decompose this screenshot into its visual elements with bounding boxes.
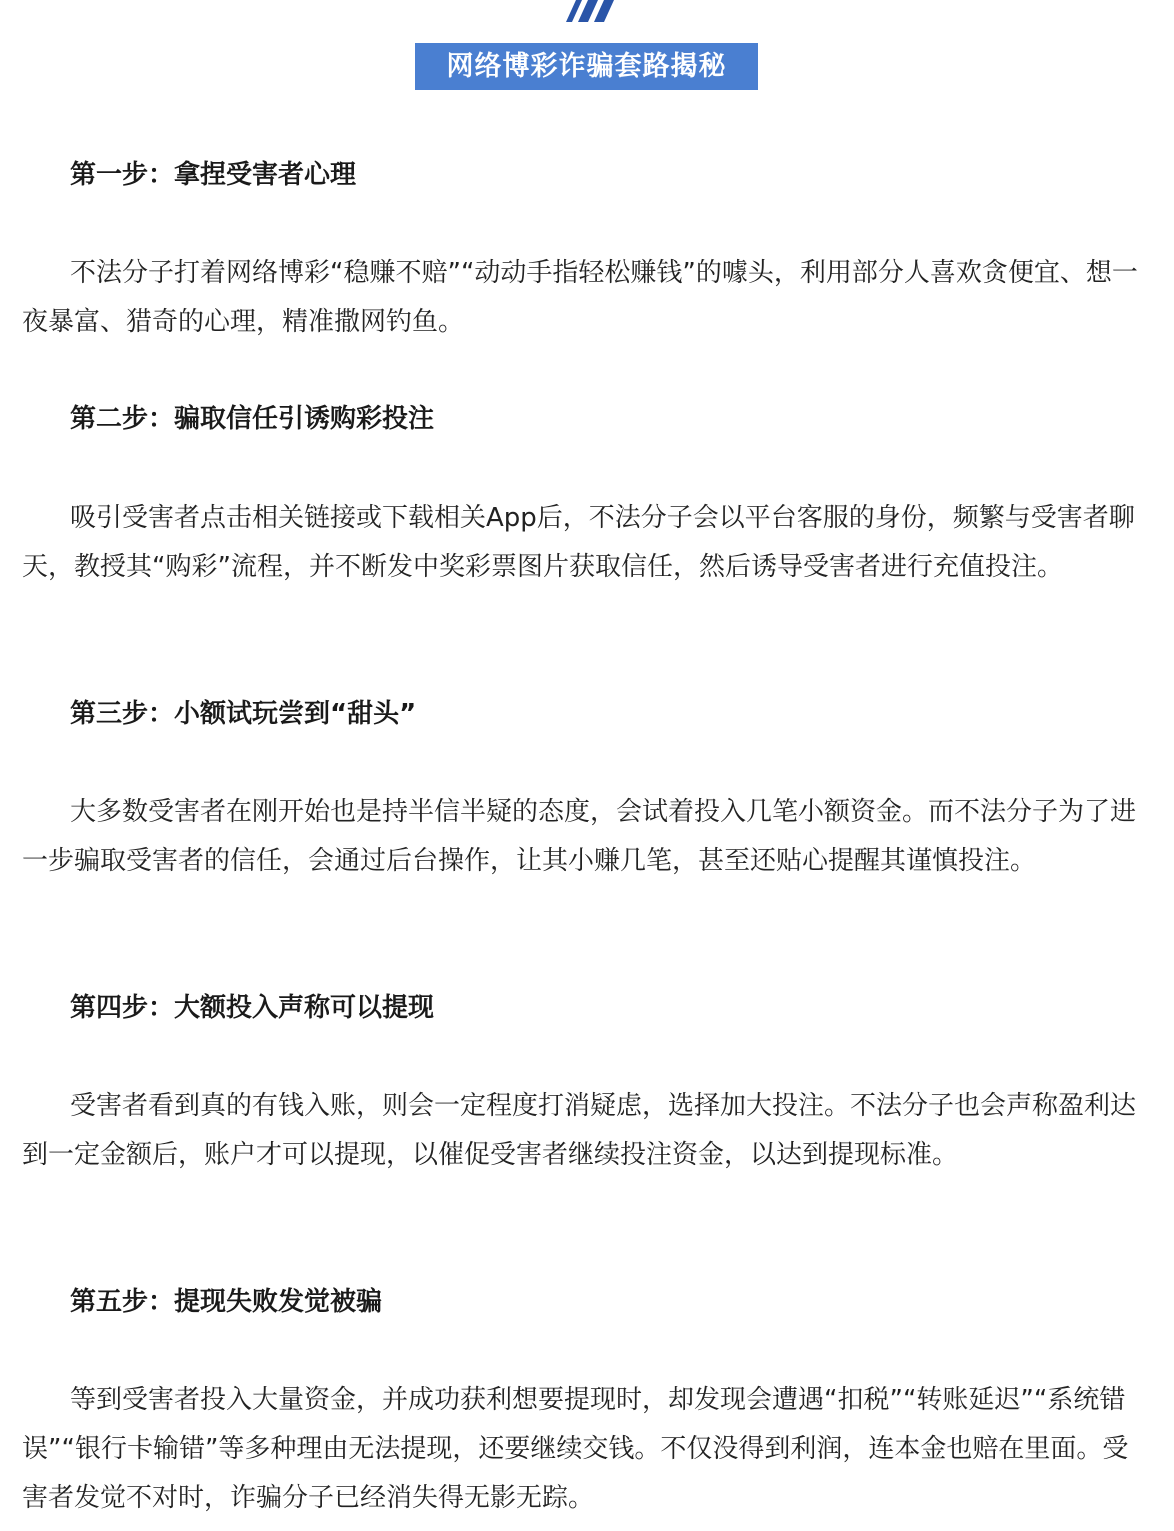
step-5-paragraph: 等到受害者投入大量资金，并成功获利想要提现时，却发现会遭遇“扣税”“转账延迟”“系统错误”“银行卡输错”等多种理由无法提现，还要继续交钱。不仅没得到利润，连本金也赔在里面。受害者发觉不对时，诈骗分子已经消失得无影无踪。	[22, 1385, 1129, 1513]
page-title: 网络博彩诈骗套路揭秘	[415, 43, 758, 90]
step-2-paragraph: 吸引受害者点击相关链接或下载相关App后，不法分子会以平台客服的身份，频繁与受害者聊天，教授其“购彩”流程，并不断发中奖彩票图片获取信任，然后诱导受害者进行充值投注。	[22, 503, 1135, 582]
step-4-paragraph: 受害者看到真的有钱入账，则会一定程度打消疑虑，选择加大投注。不法分子也会声称盈利达到一定金额后，账户才可以提现，以催促受害者继续投注资金，以达到提现标准。	[22, 1091, 1137, 1170]
step-4-heading: 第四步：大额投入声称可以提现	[70, 993, 435, 1023]
step-2-heading: 第二步：骗取信任引诱购彩投注	[70, 404, 435, 434]
step-1-heading: 第一步：拿捏受害者心理	[70, 160, 357, 190]
step-3-heading: 第三步：小额试玩尝到“甜头”	[70, 699, 417, 729]
decorative-slashes-icon	[0, 0, 1174, 22]
step-3-paragraph: 大多数受害者在刚开始也是持半信半疑的态度，会试着投入几笔小额资金。而不法分子为了进一步骗取受害者的信任，会通过后台操作，让其小赚几笔，甚至还贴心提醒其谨慎投注。	[22, 797, 1137, 876]
step-1-paragraph: 不法分子打着网络博彩“稳赚不赔”“动动手指轻松赚钱”的噱头，利用部分人喜欢贪便宜、想一夜暴富、猎奇的心理，精准撒网钓鱼。	[22, 258, 1138, 337]
step-5-heading: 第五步：提现失败发觉被骗	[70, 1287, 383, 1317]
